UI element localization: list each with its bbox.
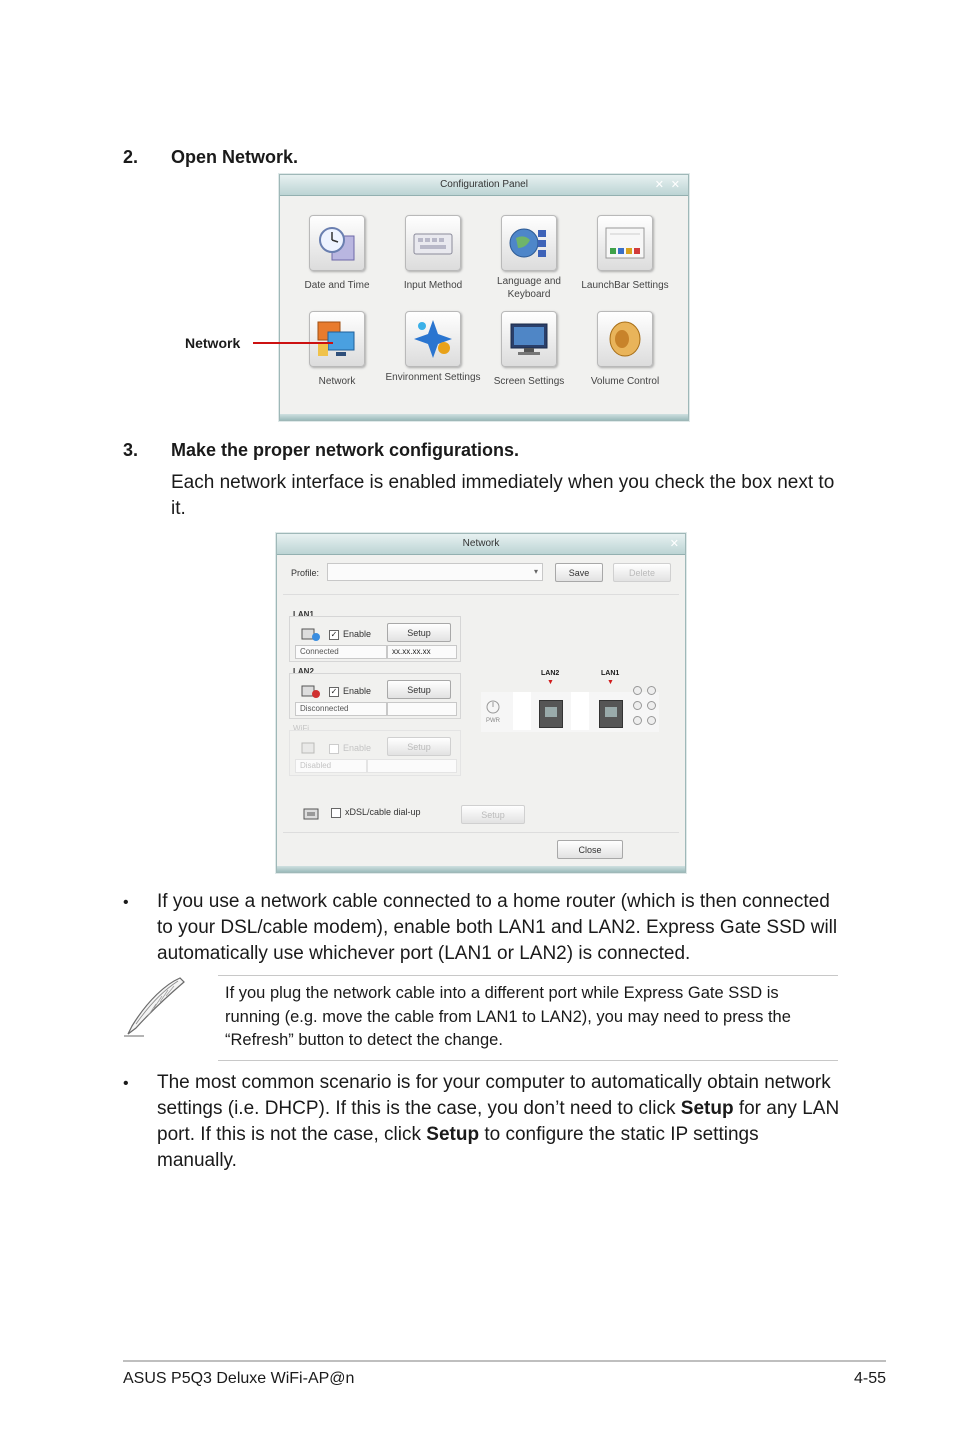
wifi-label: WiFi: [293, 724, 309, 733]
dropdown-arrow-icon: ▾: [533, 567, 538, 576]
power-icon: [485, 699, 501, 720]
note-bottom-rule: [218, 1060, 838, 1061]
audio-jack: [647, 701, 656, 710]
audio-jack: [633, 686, 642, 695]
volume-control-item[interactable]: [577, 311, 673, 388]
close-icon[interactable]: ✕: [670, 179, 680, 191]
wifi-setup-button[interactable]: Setup: [387, 737, 451, 756]
step-3-description: Each network interface is enabled immediately when you check the box next to it.: [171, 472, 835, 519]
wifi-status: Disabled: [295, 759, 367, 773]
lan1-enable-checkbox[interactable]: ✓: [330, 630, 338, 639]
setup-bold-2: Setup: [426, 1124, 480, 1145]
network-bottom-bar: [277, 866, 685, 872]
network-window: [276, 533, 686, 873]
lan2-port-label: LAN2: [541, 670, 560, 677]
network-computer-icon: [309, 311, 365, 367]
screen-settings-item[interactable]: [481, 311, 577, 388]
xdsl-setup-button[interactable]: Setup: [461, 805, 525, 824]
step-3-title: Make the proper network configurations.: [171, 440, 520, 460]
dhcp-text-part1: The most common scenario is for your computer to automatically obtain network settings (i.e. DHCP). If this is the case, you don’t need to click: [157, 1072, 831, 1119]
lan1-ip: xx.xx.xx.xx: [387, 645, 457, 659]
lan1-label: LAN1: [293, 610, 314, 619]
audio-jack: [633, 701, 642, 710]
dhcp-text-part2: for any LAN port. If this is not the case, click: [157, 1098, 840, 1145]
speaker-icon: [597, 311, 653, 367]
lan1-arrow-icon: ▼: [607, 679, 614, 686]
bullet-marker: •: [123, 894, 129, 911]
network-item[interactable]: [289, 311, 385, 388]
port-slot: [513, 692, 531, 730]
lan2-port: [539, 700, 563, 728]
lan1-setup-button[interactable]: Setup: [387, 623, 451, 642]
configuration-panel-window: [279, 174, 689, 421]
environment-settings-item[interactable]: [385, 311, 481, 384]
xdsl-checkbox[interactable]: [331, 808, 341, 818]
configuration-panel-titlebar: [280, 175, 688, 196]
input-method-label: Input Method: [403, 280, 463, 291]
launchbar-icon: [597, 215, 653, 271]
step-2-title: Open Network.: [171, 147, 299, 167]
close-button[interactable]: Close: [557, 840, 623, 859]
network-window-title: Network: [462, 538, 500, 549]
lan2-ip: [387, 702, 457, 716]
network-callout-label: Network: [185, 335, 241, 351]
pencil-note-icon: [118, 974, 190, 1045]
save-button[interactable]: Save: [555, 563, 603, 582]
volume-control-label: Volume Control: [590, 376, 660, 387]
globe-keyboard-icon: [501, 215, 557, 271]
screen-settings-label: Screen Settings: [493, 376, 565, 387]
wifi-ip: [367, 759, 457, 773]
lan2-enable-label: Enable: [343, 686, 372, 696]
audio-jack: [647, 686, 656, 695]
configuration-panel-title: Configuration Panel: [440, 179, 528, 190]
bullet-marker: •: [123, 1075, 129, 1092]
lan2-setup-button[interactable]: Setup: [387, 680, 451, 699]
lan-adapter-icon: [301, 626, 321, 647]
network-callout-line: [253, 342, 333, 344]
configuration-panel-bottom-bar: [280, 414, 688, 420]
monitor-icon: [501, 311, 557, 367]
step-3-number: 3.: [123, 440, 139, 460]
bullet-router-text: If you use a network cable connected to a home router (which is then connected to your DSL/cable modem), enable both LAN1 and LAN2. Express Gate SSD will automatically use whichever port (LAN1 or LAN2) is connected.: [157, 891, 838, 964]
step-2-number: 2.: [123, 147, 139, 167]
footer-rule: [123, 1360, 886, 1362]
divider: [283, 832, 679, 833]
audio-jack: [633, 716, 642, 725]
environment-icon: [405, 311, 461, 367]
launchbar-settings-label: LaunchBar Settings: [581, 280, 669, 291]
lan2-enable-checkbox[interactable]: ✓: [330, 687, 338, 696]
language-and-keyboard-label: Language and Keyboard: [497, 276, 561, 300]
environment-settings-label: Environment Settings: [385, 372, 481, 383]
lan1-enable-label: Enable: [343, 629, 372, 639]
date-and-time-label: Date and Time: [304, 280, 370, 291]
audio-jack: [647, 716, 656, 725]
network-titlebar: [277, 534, 685, 555]
clock-calendar-icon: [309, 215, 365, 271]
port-slot: [571, 692, 589, 730]
refresh-note-text: If you plug the network cable into a different port while Express Gate SSD is running (e.g. move the cable from LAN1 to LAN2), you may need to press the “Refresh” button to detect the change.: [225, 984, 791, 1049]
lan2-status: Disconnected: [295, 702, 387, 716]
launchbar-settings-item[interactable]: [577, 215, 673, 292]
profile-label: Profile:: [291, 568, 320, 578]
keyboard-icon: [405, 215, 461, 271]
wifi-enable-checkbox[interactable]: [329, 744, 339, 754]
pwr-label: PWR: [486, 718, 500, 724]
xdsl-label: xDSL/cable dial-up: [345, 807, 421, 817]
delete-button[interactable]: Delete: [613, 563, 671, 582]
wifi-enable-label: Enable: [343, 743, 372, 753]
network-label: Network: [318, 376, 356, 387]
lan-adapter-icon: [301, 683, 321, 704]
footer-page-number: 4-55: [853, 1370, 886, 1387]
note-top-rule: [218, 975, 838, 976]
lan2-arrow-icon: ▼: [547, 679, 554, 686]
language-and-keyboard-item[interactable]: [481, 215, 577, 301]
bullet-dhcp-text: [157, 1070, 842, 1174]
lan1-port-label: LAN1: [601, 670, 620, 677]
profile-dropdown[interactable]: [327, 563, 543, 581]
dhcp-text-part3: to configure the static IP settings manually.: [157, 1124, 759, 1171]
input-method-item[interactable]: [385, 215, 481, 292]
date-and-time-item[interactable]: [289, 215, 385, 292]
setup-bold-1: Setup: [680, 1098, 734, 1119]
wifi-adapter-icon: [301, 740, 321, 761]
divider: [283, 594, 679, 595]
dialup-icon: [303, 806, 323, 827]
rear-panel: [481, 692, 659, 732]
lan1-status: Connected: [295, 645, 387, 659]
lan1-port: [599, 700, 623, 728]
minimize-icon[interactable]: ✕: [654, 179, 664, 191]
lan2-label: LAN2: [293, 667, 314, 676]
close-icon[interactable]: ✕: [669, 538, 679, 550]
footer-product-name: ASUS P5Q3 Deluxe WiFi-AP@n: [123, 1370, 355, 1387]
